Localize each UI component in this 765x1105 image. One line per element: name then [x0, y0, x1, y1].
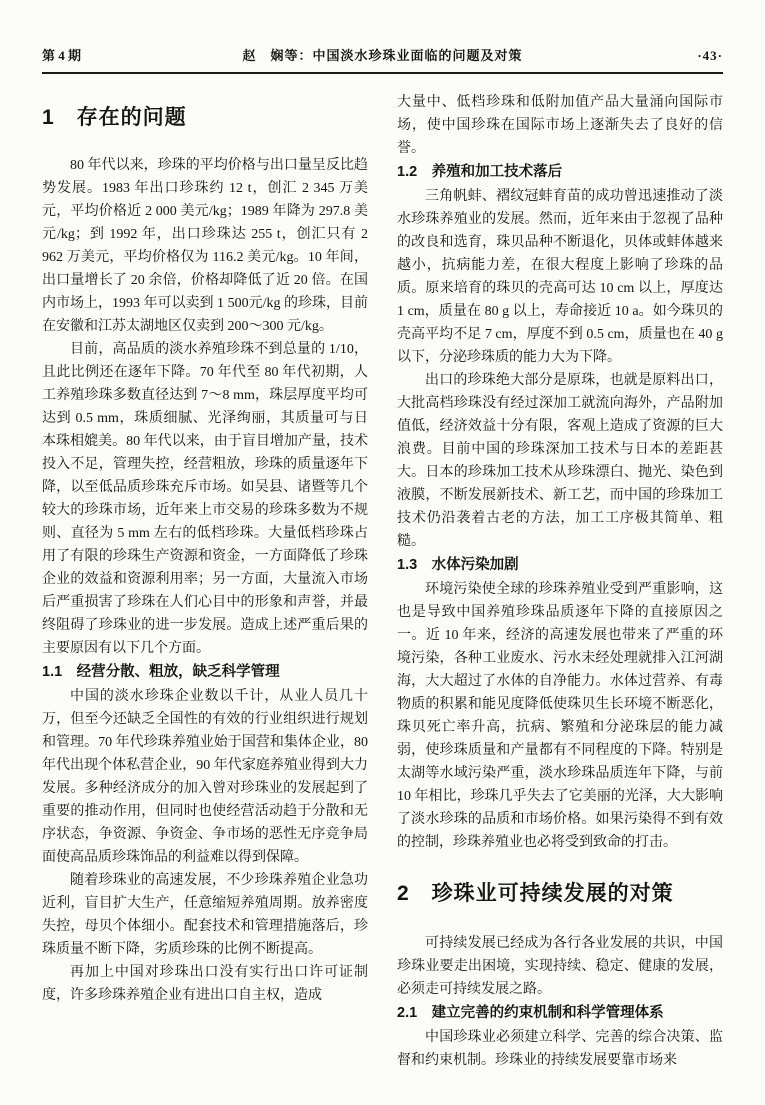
- paragraph-water-pollution: 环境污染使全球的珍珠养殖业受到严重影响，这也是导致中国养殖珍珠品质逐年下降的直接原因之一。近 10 年来，经济的高速发展也带来了严重的环境污染，各种工业废水、污水未经处理就排入江河湖海，大大超过了水体的自净能力。水体过营养、有毒物质的积累和能见度降低使珠贝生长环境不断恶化，珠贝死亡率升高，抗病、繁殖和分泌珠层的能力减弱，使珍珠质量和产量都有不同程度的下降。特别是太湖等水域污染严重，淡水珍珠品质连年下降，与前 10 年相比，珍珠几乎失去了它美丽的光泽，大大影响了淡水珍珠的品质和市场价格。如果污染得不到有效的控制，珍珠养殖业也必将受到致命的打击。: [397, 582, 723, 850]
- subsection-1-2-heading: 1.2 养殖和加工技术落后: [397, 164, 563, 180]
- paragraph-rapid-expansion: 随着珍珠业的高速发展，不少珍珠养殖企业急功近利，盲目扩大生产，任意缩短养殖周期。放养密度失控，母贝个体细小。配套技术和管理措施落后，珍珠质量不断下降，劣质珍珠的比例不断提高。: [42, 873, 368, 957]
- section-2-heading: 2 珍珠业可持续发展的对策: [397, 882, 674, 905]
- right-column: [397, 91, 723, 1072]
- paragraph-export-license-cont: 大量中、低档珍珠和低附加值产品大量涌向国际市场，使中国珍珠在国际市场上逐渐失去了良好的信誉。: [397, 95, 723, 156]
- paragraph-export-license: 再加上中国对珍珠出口没有实行出口许可证制度，许多珍珠养殖企业有进出口自主权，造成: [42, 965, 368, 1003]
- page-number: ·43·: [697, 48, 723, 63]
- paragraph-breeding-tech: 三角帆蚌、褶纹冠蚌育苗的成功曾迅速推动了淡水珍珠养殖业的发展。然而，近年来由于忽视了品种的改良和选育，珠贝品种不断退化，贝体或蚌体越来越小，抗病能力差，在很大程度上影响了珍珠的品质。原来培育的珠贝的壳高可达 10 cm 以上，厚度达 1 cm，质量在 80 g 以上，寿命接近 10 a。如今珠贝的壳高平均不足 7 cm，厚度不到 0.5 cm，质量也在 40 g 以下，分泌珍珠质的能力大为下降。: [397, 189, 723, 365]
- subsection-2-1-heading: 2.1 建立完善的约束机制和科学管理体系: [397, 1005, 664, 1021]
- two-column-body: [42, 91, 723, 1072]
- paragraph-raw-pearl-export: 出口的珍珠绝大部分是原珠，也就是原料出口，大批高档珍珠没有经过深加工就流向海外，产品附加值低，经济效益十分有限，客观上造成了资源的巨大浪费。目前中国的珍珠深加工技术与日本的差距甚大。日本的珍珠加工技术从珍珠漂白、抛光、染色到液膜，不断发展新技术、新工艺，而中国的珍珠加工技术仍沿袭着古老的方法，加工工序极其简单、粗糙。: [397, 373, 723, 549]
- running-title: 赵 娴等：中国淡水珍珠业面临的问题及对策: [242, 48, 523, 63]
- paragraph-industry-structure: 中国的淡水珍珠企业数以千计，从业人员几十万，但至今还缺乏全国性的有效的行业组织进行规划和管理。70 年代珍珠养殖业始于国营和集体企业，80 年代出现个体私营企业，90 年代家庭养殖业得到大力发展。多种经济成分的加入曾对珍珠业的发展起到了重要的推动作用，但同时也使经营活动趋于分散和无序状态，争资源、争资金、争市场的恶性无序竞争局面使高品质珍珠饰品的利益难以得到保障。: [42, 689, 368, 865]
- paragraph-quality-decline: 目前，高品质的淡水养殖珍珠不到总量的 1/10，且此比例还在逐年下降。70 年代至 80 年代初期，人工养殖珍珠多数直径达到 7～8 mm，珠层厚度平均可达到 0.5 mm，珠质细腻、光泽绚丽，其质量可与日本珠相媲美。80 年代以来，由于盲目增加产量，技术投入不足，管理失控，经营粗放，珍珠的质量逐年下降，以至低品质珍珠充斥市场。如吴县、诸暨等几个较大的珍珠市场，近年来上市交易的珍珠多数为不规则、直径为 5 mm 左右的低档珍珠。大量低档珍珠占用了有限的珍珠生产资源和资金，一方面降低了珍珠企业的效益和资源利用率；另一方面，大量流入市场后严重损害了珍珠在人们心目中的形象和声誉，并最终阻碍了珍珠业的进一步发展。造成上述严重后果的主要原因有以下几个方面。: [42, 342, 368, 656]
- subsection-1-1-heading: 1.1 经营分散、粗放，缺乏科学管理: [42, 664, 280, 680]
- section-1-heading: 1 存在的问题: [42, 106, 187, 129]
- paragraph-sustainable-dev: 可持续发展已经成为各行各业发展的共识，中国珍珠业要走出困境，实现持续、稳定、健康的发展，必须走可持续发展之路。: [397, 936, 723, 997]
- issue-label: 第 4 期: [42, 48, 82, 63]
- paragraph-management-system: 中国珍珠业必须建立科学、完善的综合决策、监督和约束机制。珍珠业的持续发展要靠市场来: [397, 1030, 723, 1068]
- subsection-1-3-heading: 1.3 水体污染加剧: [397, 557, 519, 573]
- page-header: [42, 0, 723, 74]
- left-column: [42, 91, 368, 1072]
- paragraph-export-price: 80 年代以来，珍珠的平均价格与出口量呈反比趋势发展。1983 年出口珍珠约 12 t，创汇 2 345 万美元，平均价格近 2 000 美元/kg；1989 年降为 297.8 美元/kg；到 1992 年，出口珍珠达 255 t，创汇只有 2 962 万美元，平均价格仅为 116.2 美元/kg。10 年间，出口量增长了 20 余倍，价格却降低了近 20 倍。在国内市场上，1993 年可以卖到 1 500元/kg 的珍珠，目前在安徽和江苏太湖地区仅卖到 200～300 元/kg。: [42, 158, 368, 334]
